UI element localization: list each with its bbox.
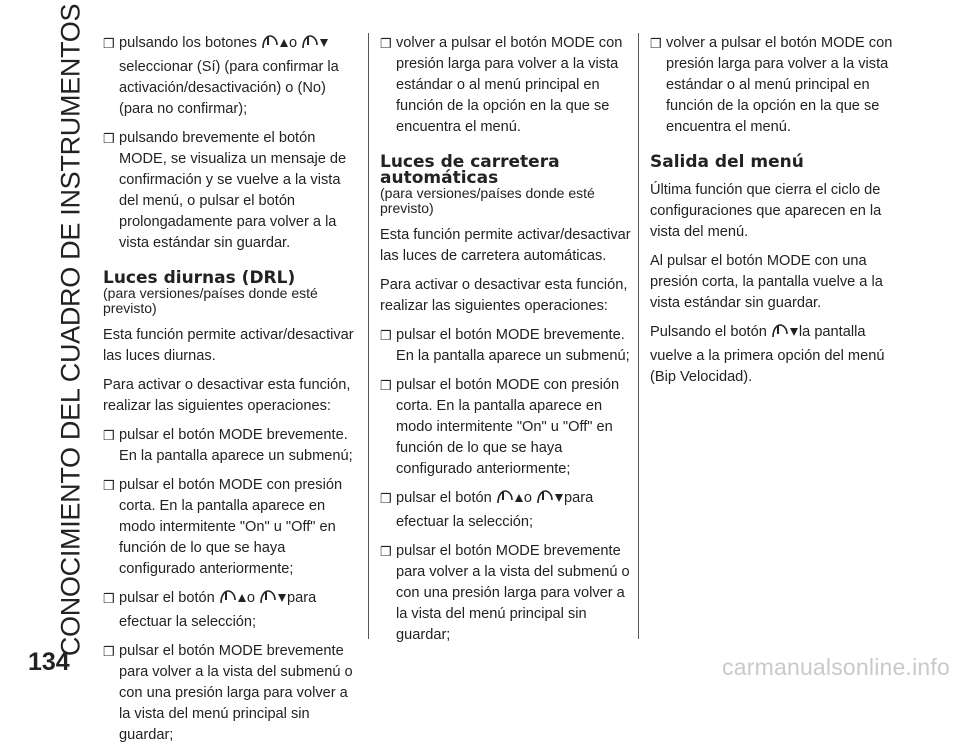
watermark: carmanualsonline.info: [722, 654, 950, 680]
section-subtitle: (para versiones/países donde esté previsto): [380, 185, 595, 216]
steering-wheel-up-icon: [496, 489, 524, 512]
section-title-vertical: CONOCIMIENTO DEL CUADRO DE INSTRUMENTOS: [55, 3, 86, 657]
list-item: ❒ pulsar el botón MODE brevemente para volver a la vista del submenú o con una presión larga para volver a la vista del menú principal sin guardar;: [380, 543, 630, 643]
list-item: ❒ pulsar el botón MODE brevemente para volver a la vista del submenú o con una presión larga para volver a la vista del menú principal sin guardar;: [103, 643, 353, 743]
paragraph: Esta función permite activar/desactivar las luces de carretera automáticas.: [380, 227, 631, 264]
list-item: ❒ volver a pulsar el botón MODE con presión larga para volver a la vista estándar o al menú principal en función de la opción en la que se encuentra el menú.: [380, 35, 623, 135]
list-item: ❒ pulsar el botón MODE con presión corta. En la pantalla aparece en modo intermitente "On" u "Off" en función de lo que se haya configurado anteriormente;: [103, 477, 343, 577]
list-item: ❒ pulsando los botones o seleccionar (Sí) (para confirmar la activación/desactivación) o (No) (para no confirmar);: [103, 35, 339, 117]
section-subtitle: (para versiones/países donde esté previsto): [103, 285, 318, 316]
steering-wheel-down-icon: [536, 489, 564, 512]
list-item: ❒ pulsar el botón o para efectuar la selección;: [103, 590, 317, 630]
list-item: ❒ pulsar el botón o para efectuar la selección;: [380, 490, 594, 530]
paragraph: Al pulsar el botón MODE con una presión corta, la pantalla vuelve a la vista estándar sin guardar.: [650, 253, 883, 311]
list-item: ❒ pulsar el botón MODE brevemente. En la pantalla aparece un submenú;: [380, 327, 630, 364]
paragraph: Para activar o desactivar esta función, realizar las siguientes operaciones:: [103, 377, 351, 414]
list-item: ❒ pulsando brevemente el botón MODE, se visualiza un mensaje de confirmación y se vuelve a la vista del menú, o pulsar el botón prolongadamente para volver a la vista estándar sin guardar.: [103, 130, 347, 251]
steering-wheel-down-icon: [301, 34, 329, 57]
bullet-mark: ❒: [103, 36, 115, 51]
paragraph: Última función que cierra el ciclo de configuraciones que aparecen en la vista del menú.: [650, 182, 882, 240]
section-heading: Luces diurnas (DRL): [103, 268, 296, 288]
page-number: 134: [28, 648, 70, 676]
steering-wheel-down-icon: [771, 323, 799, 346]
steering-wheel-up-icon: [261, 34, 289, 57]
steering-wheel-down-icon: [259, 589, 287, 612]
list-item: ❒ pulsar el botón MODE con presión corta. En la pantalla aparece en modo intermitente "On" u "Off" en función de lo que se haya configurado anteriormente;: [380, 377, 620, 477]
column-divider: [368, 33, 369, 639]
paragraph: Esta función permite activar/desactivar las luces diurnas.: [103, 327, 354, 364]
section-heading: Luces de carretera automáticas: [380, 152, 560, 188]
column-divider: [638, 33, 639, 639]
steering-wheel-up-icon: [219, 589, 247, 612]
list-item: ❒ pulsar el botón MODE brevemente. En la pantalla aparece un submenú;: [103, 427, 353, 464]
paragraph: Para activar o desactivar esta función, realizar las siguientes operaciones:: [380, 277, 628, 314]
column-2: [380, 33, 635, 654]
list-item: ❒ volver a pulsar el botón MODE con presión larga para volver a la vista estándar o al menú principal en función de la opción en la que se encuentra el menú.: [650, 35, 893, 135]
column-1: [103, 33, 358, 754]
paragraph: Pulsando el botón la pantalla vuelve a la primera opción del menú (Bip Velocidad).: [650, 324, 885, 385]
section-heading: Salida del menú: [650, 152, 804, 172]
column-3: [650, 33, 905, 396]
